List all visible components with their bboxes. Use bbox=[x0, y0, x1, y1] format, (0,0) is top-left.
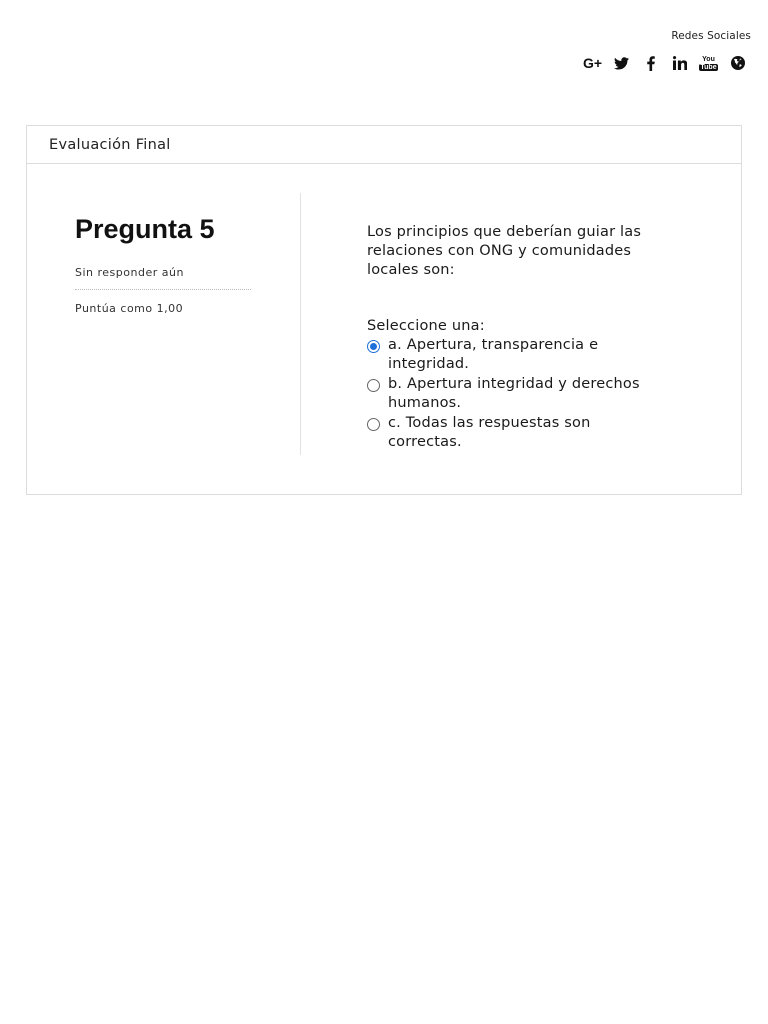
radio-option-b[interactable] bbox=[367, 379, 380, 392]
social-label: Redes Sociales bbox=[671, 30, 751, 42]
question-content bbox=[367, 223, 667, 452]
answer-label-a[interactable]: a. Apertura, transparencia e integridad. bbox=[388, 337, 599, 372]
answer-label-b[interactable]: b. Apertura integridad y derechos humanos. bbox=[388, 376, 640, 411]
youtube-text-top: You bbox=[702, 55, 715, 63]
linkedin-icon[interactable] bbox=[665, 53, 694, 73]
answer-option-b[interactable] bbox=[367, 375, 667, 413]
twitter-icon[interactable] bbox=[607, 53, 636, 73]
question-grade: Puntúa como 1,00 bbox=[75, 302, 184, 315]
google-plus-icon[interactable] bbox=[578, 53, 607, 73]
answer-label-c[interactable]: c. Todas las respuestas son correctas. bbox=[388, 415, 591, 450]
card-header bbox=[27, 126, 741, 164]
radio-option-c[interactable] bbox=[367, 418, 380, 431]
answer-option-c[interactable] bbox=[367, 414, 667, 452]
card-title: Evaluación Final bbox=[49, 136, 171, 153]
youtube-icon[interactable] bbox=[694, 53, 723, 73]
question-text: Los principios que deberían guiar las relaciones con ONG y comunidades locales son: bbox=[367, 224, 642, 278]
youtube-text-bottom: Tube bbox=[700, 63, 717, 71]
answer-option-a[interactable] bbox=[367, 336, 667, 374]
facebook-icon[interactable] bbox=[636, 53, 665, 73]
question-info bbox=[75, 214, 251, 315]
select-prompt: Seleccione una: bbox=[367, 318, 485, 334]
radio-option-a[interactable] bbox=[367, 340, 380, 353]
question-state: Sin responder aún bbox=[75, 266, 251, 290]
question-title: Pregunta 5 bbox=[75, 214, 215, 244]
google-plus-glyph: G+ bbox=[582, 55, 603, 71]
quiz-card bbox=[26, 125, 742, 495]
globe-icon[interactable] bbox=[723, 53, 752, 73]
social-icons-bar bbox=[578, 53, 752, 73]
column-divider bbox=[300, 193, 301, 455]
